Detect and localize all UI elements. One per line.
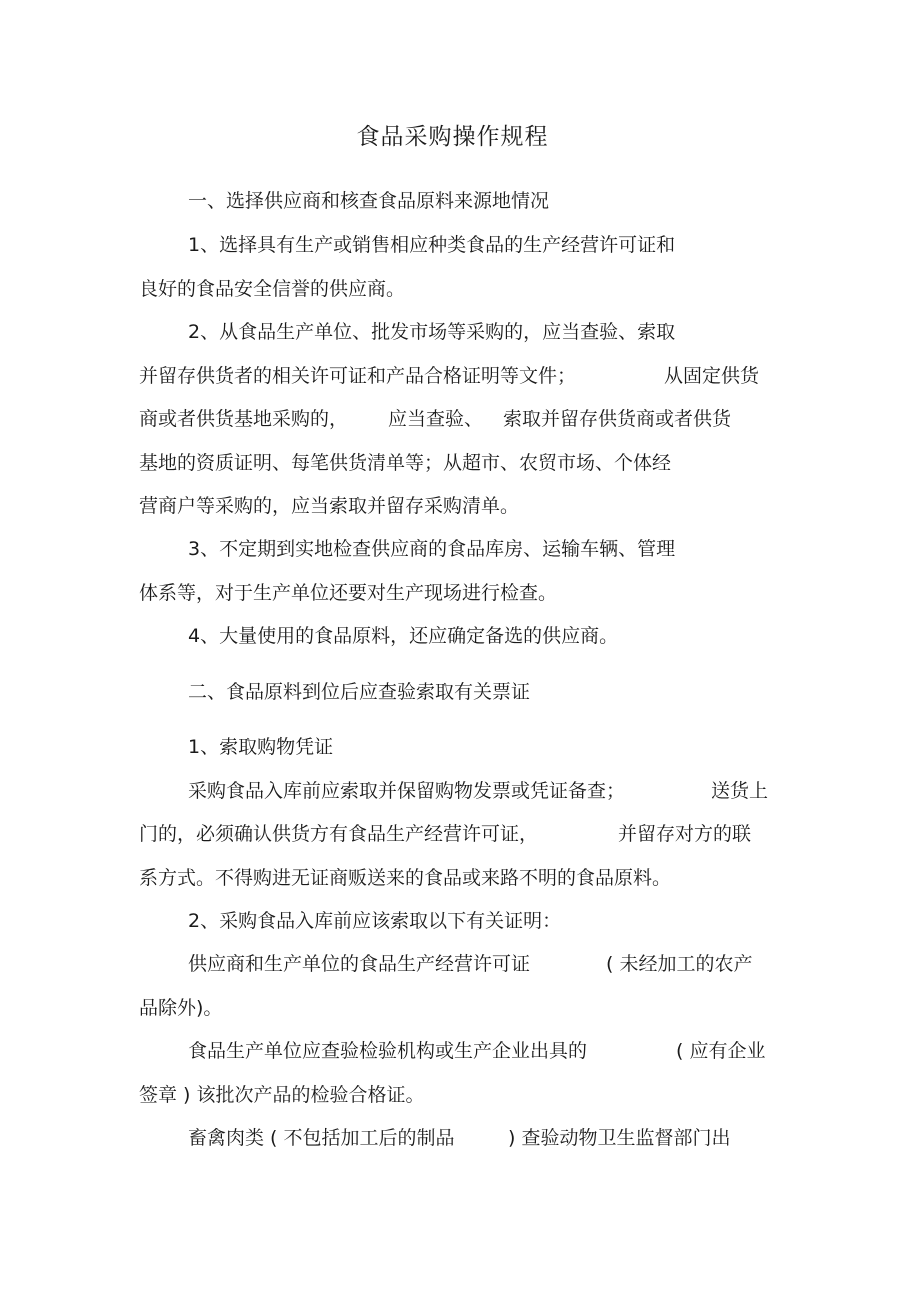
s2-sub1-line1a: 采购食品入库前应索取并保留购物发票或凭证备查； xyxy=(188,780,626,802)
s2-sub2-p2b: ( 应有企业 xyxy=(676,1040,766,1062)
s2-sub1-line1b: 送货上 xyxy=(711,780,769,802)
s2-sub1-heading: 1、索取购物凭证 xyxy=(188,736,334,758)
s2-sub2-p2a: 食品生产单位应查验检验机构或生产企业出具的 xyxy=(188,1040,588,1062)
document-title: 食品采购操作规程 xyxy=(356,124,549,150)
s1-item1-line2: 良好的食品安全信誉的供应商。 xyxy=(139,278,406,300)
s1-item3-line2: 体系等，对于生产单位还要对生产现场进行检查。 xyxy=(139,582,558,604)
s1-item2-line2a: 并留存供货者的相关许可证和产品合格证明等文件； xyxy=(139,365,577,387)
s2-sub2-p1b: ( 未经加工的农产 xyxy=(606,953,753,975)
s2-sub1-line3: 系方式。不得购进无证商贩送来的食品或来路不明的食品原料。 xyxy=(139,867,672,889)
s2-sub2-heading: 2、采购食品入库前应该索取以下有关证明： xyxy=(188,910,562,932)
s1-item2-line5: 营商户等采购的，应当索取并留存采购清单。 xyxy=(139,495,520,517)
s1-item4-line1: 4、大量使用的食品原料，还应确定备选的供应商。 xyxy=(188,625,619,647)
s2-sub2-p2c: 签章 ) 该批次产品的检验合格证。 xyxy=(139,1084,425,1106)
s1-item3-line1: 3、不定期到实地检查供应商的食品库房、运输车辆、管理 xyxy=(188,538,676,560)
s2-sub1-line2a: 门的，必须确认供货方有食品生产经营许可证， xyxy=(139,823,539,845)
section-1-heading: 一、选择供应商和核查食品原料来源地情况 xyxy=(188,190,550,212)
s1-item2-line1: 2、从食品生产单位、批发市场等采购的，应当查验、索取 xyxy=(188,321,676,343)
section-2-heading: 二、食品原料到位后应查验索取有关票证 xyxy=(188,681,531,703)
s1-item2-line3a: 商或者供货基地采购的， xyxy=(139,408,349,430)
s2-sub2-p1c: 品除外)。 xyxy=(139,997,223,1019)
s2-sub2-p3a: 畜禽肉类 ( 不包括加工后的制品 xyxy=(188,1127,455,1149)
s1-item2-line3b: 应当查验、 xyxy=(388,408,484,430)
s1-item2-line3c: 索取并留存供货商或者供货 xyxy=(503,408,732,430)
s1-item2-line2b: 从固定供货 xyxy=(664,365,760,387)
s1-item1-line1: 1、选择具有生产或销售相应种类食品的生产经营许可证和 xyxy=(188,234,676,256)
s1-item2-line4: 基地的资质证明、每笔供货清单等；从超市、农贸市场、个体经 xyxy=(139,452,672,474)
s2-sub1-line2b: 并留存对方的联 xyxy=(618,823,752,845)
s2-sub2-p3b: ) 查验动物卫生监督部门出 xyxy=(508,1127,731,1149)
s2-sub2-p1a: 供应商和生产单位的食品生产经营许可证 xyxy=(188,953,531,975)
